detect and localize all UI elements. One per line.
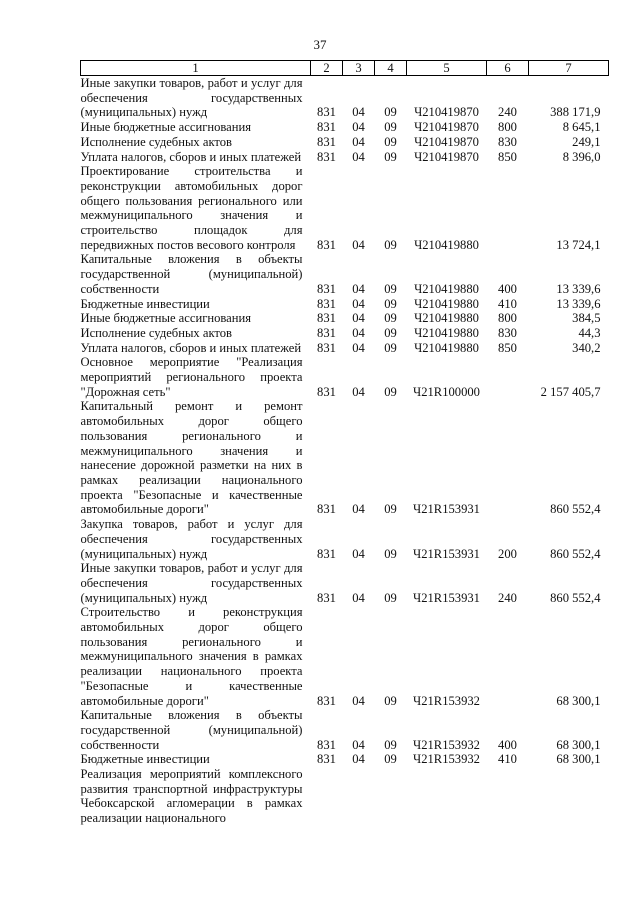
target-article-cell: Ч210419880: [414, 325, 479, 340]
expense-type-cell: 240: [498, 105, 517, 120]
row-name-cell: Иные бюджетные ассигнования: [80, 311, 252, 326]
row-name-cell: Строительство и реконструкция автомобильных дорог общего пользования регионального и межмуниципального значения в рамках реализации национального проекта "Безопасные и качественные автомобильные дороги": [80, 605, 303, 708]
row-name-cell: Иные бюджетные ассигнования: [80, 120, 252, 135]
budget-table: [80, 60, 609, 826]
subsection-code-cell: 09: [384, 134, 397, 149]
target-article-cell: Ч210419870: [414, 134, 479, 149]
row-name-cell: Бюджетные инвестиции: [80, 296, 210, 311]
row-name-cell: Исполнение судебных актов: [80, 134, 232, 149]
subsection-code-cell: 09: [384, 237, 397, 252]
column-header: 3: [343, 61, 375, 76]
amount-cell: 44,3: [578, 325, 601, 340]
table-body: [81, 76, 609, 826]
section-code-cell: 04: [352, 590, 365, 605]
table-row: [81, 517, 609, 561]
expense-type-cell: 800: [498, 120, 517, 135]
row-name-cell: Капитальные вложения в объекты государственной (муниципальной) собственности: [80, 252, 303, 296]
section-code-cell: [343, 767, 375, 826]
section-code-cell: 04: [352, 325, 365, 340]
admin-code-cell: 831: [317, 737, 336, 752]
expense-type-cell: 400: [498, 737, 517, 752]
admin-code-cell: 831: [317, 296, 336, 311]
section-code-cell: 04: [352, 311, 365, 326]
table-row: [81, 708, 609, 752]
amount-cell: 860 552,4: [550, 502, 601, 517]
expense-type-cell: 830: [498, 134, 517, 149]
table-row: [81, 150, 609, 165]
expense-type-cell: 410: [498, 752, 517, 767]
row-name-cell: Иные закупки товаров, работ и услуг для обеспечения государственных (муниципальных) нужд: [80, 76, 303, 120]
target-article-cell: Ч21R153931: [413, 502, 480, 517]
table-row: [81, 355, 609, 399]
column-header: 1: [81, 61, 311, 76]
admin-code-cell: [311, 767, 343, 826]
section-code-cell: 04: [352, 296, 365, 311]
section-code-cell: 04: [352, 281, 365, 296]
admin-code-cell: 831: [317, 105, 336, 120]
admin-code-cell: 831: [317, 590, 336, 605]
subsection-code-cell: 09: [384, 149, 397, 164]
column-header: 4: [375, 61, 407, 76]
subsection-code-cell: 09: [384, 281, 397, 296]
target-article-cell: Ч210419880: [414, 296, 479, 311]
section-code-cell: 04: [352, 502, 365, 517]
target-article-cell: Ч21R153932: [413, 737, 480, 752]
subsection-code-cell: [375, 767, 407, 826]
subsection-code-cell: 09: [384, 546, 397, 561]
admin-code-cell: 831: [317, 752, 336, 767]
expense-type-cell: [487, 164, 529, 252]
subsection-code-cell: 09: [384, 340, 397, 355]
admin-code-cell: 831: [317, 693, 336, 708]
admin-code-cell: 831: [317, 546, 336, 561]
target-article-cell: Ч210419870: [414, 105, 479, 120]
subsection-code-cell: 09: [384, 325, 397, 340]
admin-code-cell: 831: [317, 311, 336, 326]
expense-type-cell: 850: [498, 149, 517, 164]
subsection-code-cell: 09: [384, 105, 397, 120]
column-header: 5: [407, 61, 487, 76]
subsection-code-cell: 09: [384, 384, 397, 399]
admin-code-cell: 831: [317, 340, 336, 355]
table-row: [81, 326, 609, 341]
amount-cell: 340,2: [572, 340, 601, 355]
subsection-code-cell: 09: [384, 693, 397, 708]
admin-code-cell: 831: [317, 134, 336, 149]
expense-type-cell: [487, 605, 529, 708]
admin-code-cell: 831: [317, 149, 336, 164]
amount-cell: 2 157 405,7: [540, 384, 601, 399]
table-header-row: [81, 61, 609, 76]
target-article-cell: Ч210419880: [414, 237, 479, 252]
subsection-code-cell: 09: [384, 752, 397, 767]
section-code-cell: 04: [352, 237, 365, 252]
expense-type-cell: 400: [498, 281, 517, 296]
amount-cell: 68 300,1: [556, 737, 601, 752]
target-article-cell: Ч21R153932: [413, 752, 480, 767]
amount-cell: 388 171,9: [550, 105, 601, 120]
table-row: [81, 297, 609, 312]
column-header: 6: [487, 61, 529, 76]
expense-type-cell: [487, 399, 529, 517]
subsection-code-cell: 09: [384, 502, 397, 517]
amount-cell: 8 396,0: [562, 149, 601, 164]
section-code-cell: 04: [352, 752, 365, 767]
expense-type-cell: 800: [498, 311, 517, 326]
section-code-cell: 04: [352, 340, 365, 355]
row-name-cell: Капитальные вложения в объекты государственной (муниципальной) собственности: [80, 708, 303, 752]
target-article-cell: Ч210419880: [414, 281, 479, 296]
subsection-code-cell: 09: [384, 296, 397, 311]
target-article-cell: Ч21R153932: [413, 693, 480, 708]
subsection-code-cell: 09: [384, 737, 397, 752]
table-row: [81, 252, 609, 296]
expense-type-cell: [487, 767, 529, 826]
amount-cell: 384,5: [572, 311, 601, 326]
row-name-cell: Закупка товаров, работ и услуг для обеспечения государственных (муниципальных) нужд: [80, 517, 303, 561]
table-row: [81, 76, 609, 121]
row-name-cell: Основное мероприятие "Реализация мероприятий регионального проекта "Дорожная сеть": [80, 355, 303, 399]
target-article-cell: Ч210419880: [414, 311, 479, 326]
row-name-cell: Уплата налогов, сборов и иных платежей: [80, 149, 302, 164]
amount-cell: 13 339,6: [556, 296, 601, 311]
admin-code-cell: 831: [317, 384, 336, 399]
amount-cell: 860 552,4: [550, 546, 601, 561]
target-article-cell: Ч21R153931: [413, 546, 480, 561]
column-header: 7: [529, 61, 609, 76]
section-code-cell: 04: [352, 134, 365, 149]
expense-type-cell: 850: [498, 340, 517, 355]
column-header: 2: [311, 61, 343, 76]
target-article-cell: Ч21R153931: [413, 590, 480, 605]
section-code-cell: 04: [352, 737, 365, 752]
section-code-cell: 04: [352, 384, 365, 399]
amount-cell: 68 300,1: [556, 693, 601, 708]
admin-code-cell: 831: [317, 502, 336, 517]
section-code-cell: 04: [352, 546, 365, 561]
section-code-cell: 04: [352, 120, 365, 135]
page-number: 37: [313, 37, 327, 52]
section-code-cell: 04: [352, 105, 365, 120]
section-code-cell: 04: [352, 693, 365, 708]
admin-code-cell: 831: [317, 237, 336, 252]
subsection-code-cell: 09: [384, 120, 397, 135]
table-row: [81, 120, 609, 135]
target-article-cell: Ч21R100000: [413, 384, 480, 399]
expense-type-cell: 410: [498, 296, 517, 311]
table-row: [81, 767, 609, 826]
admin-code-cell: 831: [317, 325, 336, 340]
expense-type-cell: [487, 355, 529, 399]
amount-cell: 8 645,1: [562, 120, 601, 135]
expense-type-cell: 200: [498, 546, 517, 561]
amount-cell: 249,1: [572, 134, 601, 149]
row-name-cell: Уплата налогов, сборов и иных платежей: [80, 340, 302, 355]
target-article-cell: [407, 767, 487, 826]
subsection-code-cell: 09: [384, 590, 397, 605]
amount-cell: 13 339,6: [556, 281, 601, 296]
row-name-cell: Иные закупки товаров, работ и услуг для обеспечения государственных (муниципальных) нужд: [80, 561, 303, 605]
section-code-cell: 04: [352, 149, 365, 164]
amount-cell: [529, 767, 609, 826]
table-row: [81, 135, 609, 150]
table-row: [81, 605, 609, 708]
amount-cell: 860 552,4: [550, 590, 601, 605]
target-article-cell: Ч210419870: [414, 149, 479, 164]
table-row: [81, 561, 609, 605]
target-article-cell: Ч210419870: [414, 120, 479, 135]
amount-cell: 13 724,1: [556, 237, 601, 252]
row-name-cell: Бюджетные инвестиции: [80, 752, 210, 767]
row-name-cell: Проектирование строительства и реконструкции автомобильных дорог общего пользования регионального или межмуниципального значения и строительство площадок для передвижных постов весового контроля: [80, 164, 303, 252]
target-article-cell: Ч210419880: [414, 340, 479, 355]
table-row: [81, 311, 609, 326]
row-name-cell: Исполнение судебных актов: [80, 325, 232, 340]
admin-code-cell: 831: [317, 281, 336, 296]
table-row: [81, 341, 609, 356]
table-row: [81, 399, 609, 517]
admin-code-cell: 831: [317, 120, 336, 135]
row-name-cell: Капитальный ремонт и ремонт автомобильных дорог общего пользования регионального и межмуниципального значения и нанесение дорожной разметки на них в рамках реализации национального проекта "Безопасные и качественные автомобильные дороги": [80, 399, 303, 517]
row-name-cell: Реализация мероприятий комплексного развития транспортной инфраструктуры Чебоксарской агломерации в рамках реализации национального: [80, 767, 303, 826]
table-row: [81, 752, 609, 767]
table-row: [81, 164, 609, 252]
expense-type-cell: 240: [498, 590, 517, 605]
expense-type-cell: 830: [498, 325, 517, 340]
amount-cell: 68 300,1: [556, 752, 601, 767]
subsection-code-cell: 09: [384, 311, 397, 326]
